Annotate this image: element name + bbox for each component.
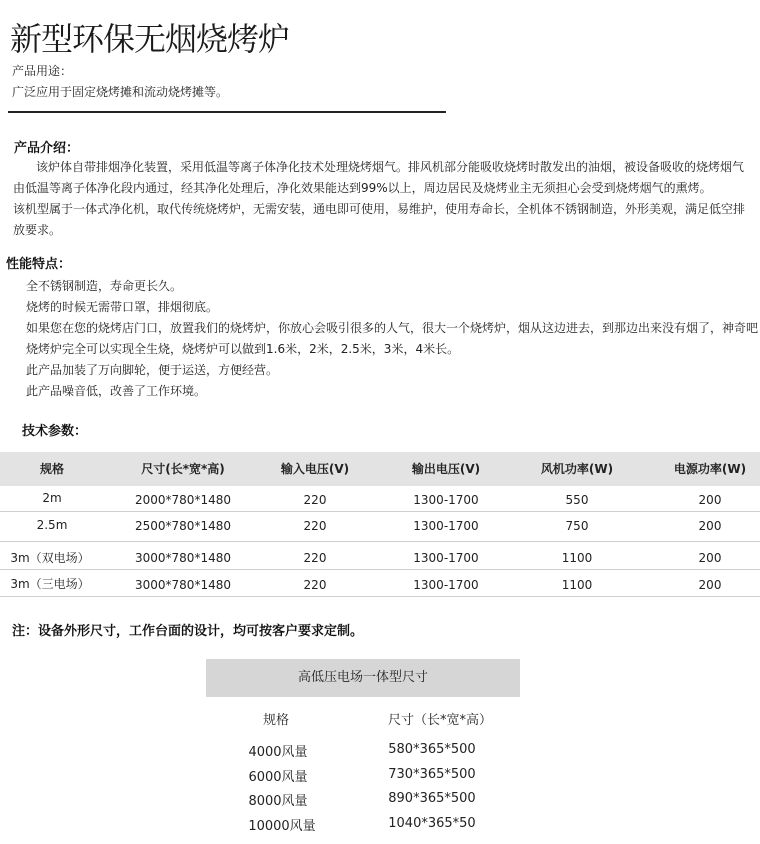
table-cell: 3m（三电场） [10, 577, 90, 591]
table-cell: 890*365*500 [388, 791, 476, 806]
table-cell: 730*365*500 [388, 767, 476, 782]
table-cell: 1100 [561, 578, 593, 592]
spec-col-header: 输入电压(V) [280, 462, 350, 476]
table-cell: 220 [303, 551, 327, 565]
table-cell: 2m [42, 491, 62, 505]
table-cell: 3m（双电场） [10, 551, 90, 565]
spec-table [0, 452, 760, 597]
specs-heading: 技术参数： [22, 424, 88, 439]
table-cell: 8000风量 [248, 794, 308, 809]
intro-line-3: 该机型属于一体式净化机，取代传统烧烤炉，无需安装，通电即可使用，易维护，使用寿命长，全机体不锈钢制造，外形美观，满足低空排 [13, 202, 746, 216]
intro-line-4: 放要求。 [13, 223, 62, 237]
spec-table-header [0, 452, 760, 486]
table-cell: 220 [303, 578, 327, 592]
table-cell: 1300-1700 [413, 493, 479, 507]
integrated-col-header: 尺寸（长*宽*高） [387, 713, 492, 728]
table-cell: 580*365*500 [388, 742, 476, 757]
feature-item: 此产品噪音低，改善了工作环境。 [26, 384, 207, 398]
table-cell: 550 [565, 493, 589, 507]
spec-col-header: 风机功率(W) [540, 462, 614, 476]
table-cell: 2000*780*1480 [135, 493, 231, 507]
table-cell: 2500*780*1480 [135, 519, 231, 533]
table-cell: 200 [698, 519, 722, 533]
table-cell: 200 [698, 493, 722, 507]
usage-label: 产品用途： [12, 64, 73, 78]
feature-item: 全不锈钢制造，寿命更长久。 [26, 279, 183, 293]
table-cell: 200 [698, 551, 722, 565]
spec-col-header: 尺寸(长*宽*高) [141, 462, 225, 476]
feature-item: 烧烤的时候无需带口罩，排烟彻底。 [26, 300, 219, 314]
header-divider [8, 111, 446, 113]
table-cell: 3000*780*1480 [135, 578, 231, 592]
table-cell: 10000风量 [248, 819, 316, 834]
spec-col-header: 电源功率(W) [673, 462, 747, 476]
table-cell: 2.5m [36, 518, 68, 532]
table-row [0, 512, 760, 542]
page-title: 新型环保无烟烧烤炉 [10, 20, 290, 58]
integrated-table-heading: 高低压电场一体型尺寸 [206, 659, 520, 697]
table-cell: 220 [303, 493, 327, 507]
spec-col-header: 规格 [39, 462, 64, 476]
custom-note: 注：设备外形尺寸，工作台面的设计，均可按客户要求定制。 [12, 624, 364, 639]
table-row [0, 486, 760, 512]
table-cell: 200 [698, 578, 722, 592]
integrated-col-header: 规格 [262, 713, 289, 728]
table-cell: 1100 [561, 551, 593, 565]
usage-text: 广泛应用于固定烧烤摊和流动烧烤摊等。 [12, 85, 229, 99]
table-cell: 1300-1700 [413, 519, 479, 533]
spec-col-header: 输出电压(V) [411, 462, 481, 476]
table-cell: 3000*780*1480 [135, 551, 231, 565]
table-cell: 1300-1700 [413, 551, 479, 565]
intro-line-2: 由低温等离子体净化段内通过，经其净化处理后，净化效果能达到99%以上，周边居民及烧烤业主无须担心会受到烧烤烟气的熏烤。 [13, 181, 712, 195]
table-cell: 750 [565, 519, 589, 533]
features-heading: 性能特点： [6, 257, 72, 272]
table-cell: 6000风量 [248, 770, 308, 785]
table-row [0, 570, 760, 597]
feature-item: 此产品加装了万向脚轮，便于运送，方便经营。 [26, 363, 279, 377]
feature-item: 如果您在您的烧烤店门口，放置我们的烧烤炉，你放心会吸引很多的人气，很大一个烧烤炉，烟从这边进去，到那边出来没有烟了，神奇吧 [26, 321, 759, 335]
table-row [0, 542, 760, 570]
table-cell: 4000风量 [248, 745, 308, 760]
table-cell: 1040*365*50 [388, 816, 476, 831]
table-cell: 220 [303, 519, 327, 533]
feature-item: 烧烤炉完全可以实现全生烧，烧烤炉可以做到1.6米，2米，2.5米，3米，4米长。 [26, 342, 460, 356]
intro-heading: 产品介绍： [14, 141, 80, 156]
intro-line-1: 该炉体自带排烟净化装置，采用低温等离子体净化技术处理烧烤烟气。排风机部分能吸收烧烤时散发出的油烟，被设备吸收的烧烤烟气 [36, 160, 745, 174]
table-cell: 1300-1700 [413, 578, 479, 592]
